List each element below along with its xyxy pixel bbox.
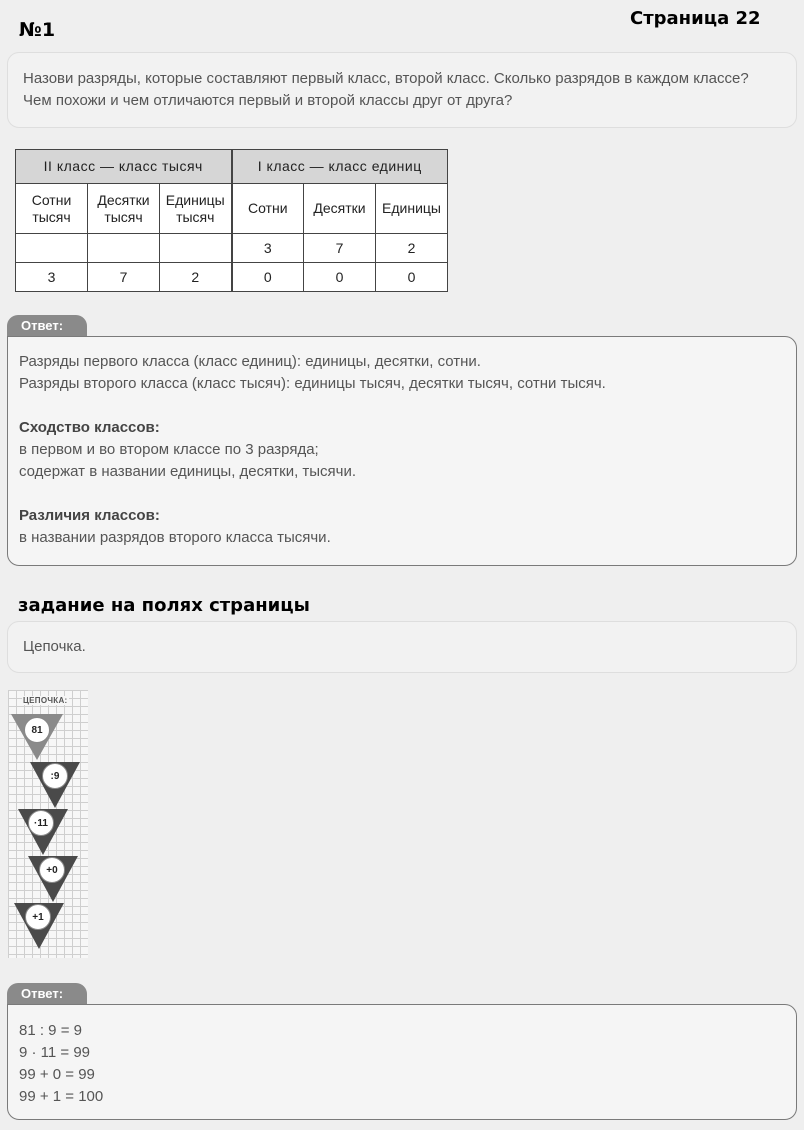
answer-line: 9 · 11 = 99	[19, 1044, 91, 1061]
answer-line: 81 : 9 = 9	[19, 1022, 82, 1039]
subheader-cell: Сотни тысяч	[16, 184, 88, 234]
classes-table	[15, 149, 448, 292]
question-card	[7, 621, 797, 673]
subheader-cell: Десятки	[304, 184, 376, 234]
table-cell	[16, 234, 88, 263]
subheader-cell: Единицы тысяч	[160, 184, 232, 234]
diff-title: Различия классов:	[19, 507, 160, 524]
table-cell: 3	[232, 234, 304, 263]
page-label: Страница 22	[630, 8, 761, 29]
class2-header: II класс — класс тысяч	[16, 150, 232, 184]
table-cell: 7	[304, 234, 376, 263]
table-cell: 0	[232, 263, 304, 292]
subheader-cell: Единицы	[376, 184, 448, 234]
question-text: Цепочка.	[23, 638, 86, 655]
answer-card	[7, 336, 797, 566]
chain-step: :9	[42, 763, 68, 789]
table-cell: 2	[376, 234, 448, 263]
similar-title: Сходство классов:	[19, 419, 160, 436]
answer-line: 99 + 1 = 100	[19, 1088, 104, 1105]
class1-header: I класс — класс единиц	[232, 150, 448, 184]
answer-line: в названии разрядов второго класса тысячи.	[19, 529, 331, 546]
chain-label: ЦЕПОЧКА:	[23, 696, 68, 705]
table-cell	[88, 234, 160, 263]
answer-line: в первом и во втором классе по 3 разряда;	[19, 441, 319, 458]
table-cell	[160, 234, 232, 263]
section-title: задание на полях страницы	[18, 595, 310, 616]
chain-step: 81	[24, 717, 50, 743]
chain-diagram	[8, 690, 88, 958]
subheader-cell: Десятки тысяч	[88, 184, 160, 234]
chain-step: +0	[39, 857, 65, 883]
answer-tab: Ответ:	[7, 983, 87, 1005]
task-number: №1	[19, 19, 56, 41]
chain-step: ·11	[28, 810, 54, 836]
table-row	[16, 234, 448, 263]
answer-line: содержат в названии единицы, десятки, тысячи.	[19, 463, 357, 480]
table-cell: 0	[304, 263, 376, 292]
table-cell: 0	[376, 263, 448, 292]
subheader-cell: Сотни	[232, 184, 304, 234]
answer-card	[7, 1004, 797, 1120]
table-cell: 3	[16, 263, 88, 292]
table-row	[16, 263, 448, 292]
answer-line: Разряды первого класса (класс единиц): единицы, десятки, сотни.	[19, 353, 481, 370]
question-card	[7, 52, 797, 128]
answer-tab: Ответ:	[7, 315, 87, 337]
table-cell: 7	[88, 263, 160, 292]
chain-step: +1	[25, 904, 51, 930]
question-text: Назови разряды, которые составляют первый класс, второй класс. Сколько разрядов в каждом классе? Чем похожи и чем отличаются первый и второй классы друг от друга?	[23, 70, 749, 109]
answer-line: Разряды второго класса (класс тысяч): единицы тысяч, десятки тысяч, сотни тысяч.	[19, 375, 606, 392]
answer-line: 99 + 0 = 99	[19, 1066, 95, 1083]
table-cell: 2	[160, 263, 232, 292]
